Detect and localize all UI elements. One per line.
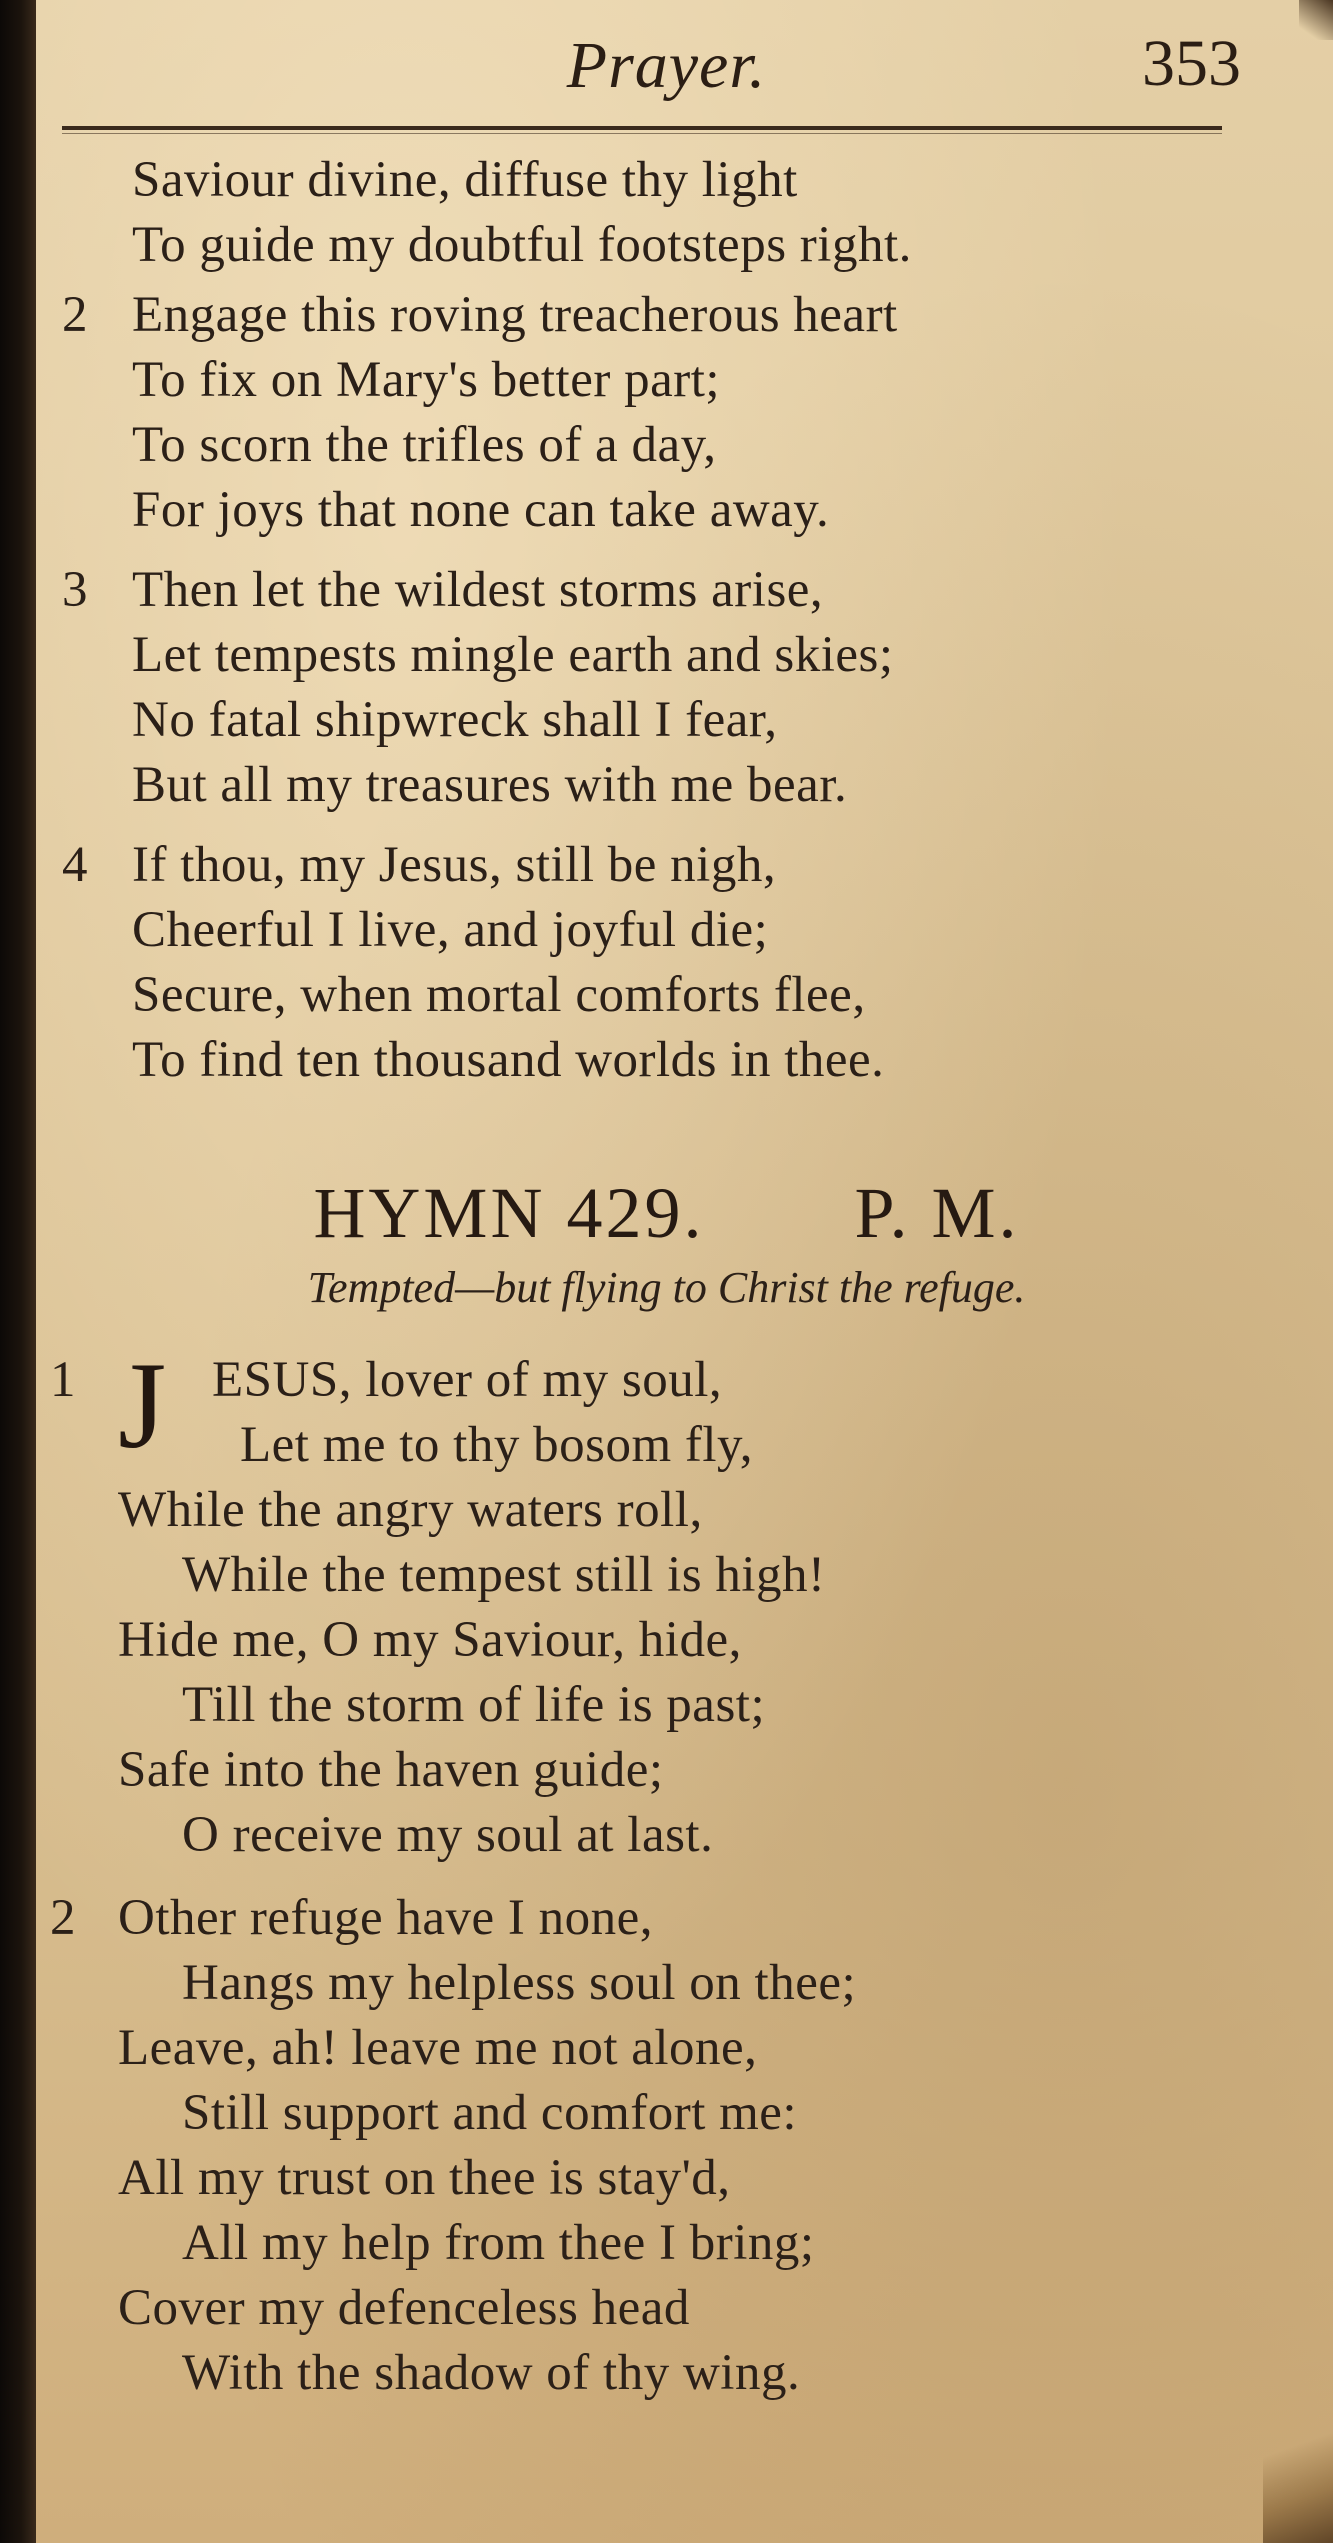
hymn-meter: P. M. [854,1173,1020,1253]
verse-line: But all my treasures with me bear. [132,757,848,813]
verse-line: Cheerful I live, and joyful die; [132,902,769,958]
verse-number: 1 [50,1352,76,1408]
verse-line: For joys that none can take away. [132,482,830,538]
verse-line: Till the storm of life is past; [182,1677,766,1733]
hymn-heading [0,1172,1333,1255]
running-header-title: Prayer. [566,29,767,102]
header-rule-thin [62,133,1222,134]
verse-line: With the shadow of thy wing. [182,2345,801,2401]
verse-line: Other refuge have I none, [118,1890,654,1946]
page-number: 353 [1142,27,1241,100]
verse-line: To fix on Mary's better part; [132,352,721,408]
verse-line: O receive my soul at last. [182,1807,714,1863]
verse-number: 4 [62,837,88,893]
verse-line: Secure, when mortal comforts flee, [132,967,866,1023]
verse-line: Cover my defenceless head [118,2280,690,2336]
verse-line: To scorn the trifles of a day, [132,417,717,473]
hymn-subtitle: Tempted—but flying to Christ the refuge. [307,1263,1026,1312]
verse-line: Let tempests mingle earth and skies; [132,627,894,683]
verse-number: 2 [50,1890,76,1946]
verse-line: To guide my doubtful footsteps right. [132,217,912,273]
verse-line: Still support and comfort me: [182,2085,798,2141]
verse-line: Safe into the haven guide; [118,1742,664,1798]
verse-line: Hide me, O my Saviour, hide, [118,1612,742,1668]
verse-number: 3 [62,562,88,618]
verse-number: 2 [62,287,88,343]
verse-line: Saviour divine, diffuse thy light [132,152,798,208]
verse-line: Engage this roving treacherous heart [132,287,898,343]
verse-line: While the angry waters roll, [118,1482,703,1538]
verse-line: While the tempest still is high! [182,1547,826,1603]
page-corner-bottom [1263,2383,1333,2543]
verse-line: To find ten thousand worlds in thee. [132,1032,885,1088]
verse-line: If thou, my Jesus, still be nigh, [132,837,777,893]
verse-line: No fatal shipwreck shall I fear, [132,692,778,748]
verse-line: All my help from thee I bring; [182,2215,815,2271]
verse-line: Let me to thy bosom fly, [240,1417,753,1473]
verse-line: ESUS, lover of my soul, [212,1352,723,1408]
verse-line: All my trust on thee is stay'd, [118,2150,731,2206]
drop-cap: J [118,1337,167,1474]
header-rule [62,126,1222,130]
verse-line: Hangs my helpless soul on thee; [182,1955,857,2011]
hymn-number: HYMN 429. [313,1173,705,1253]
verse-line: Leave, ah! leave me not alone, [118,2020,758,2076]
verse-line: Then let the wildest storms arise, [132,562,824,618]
